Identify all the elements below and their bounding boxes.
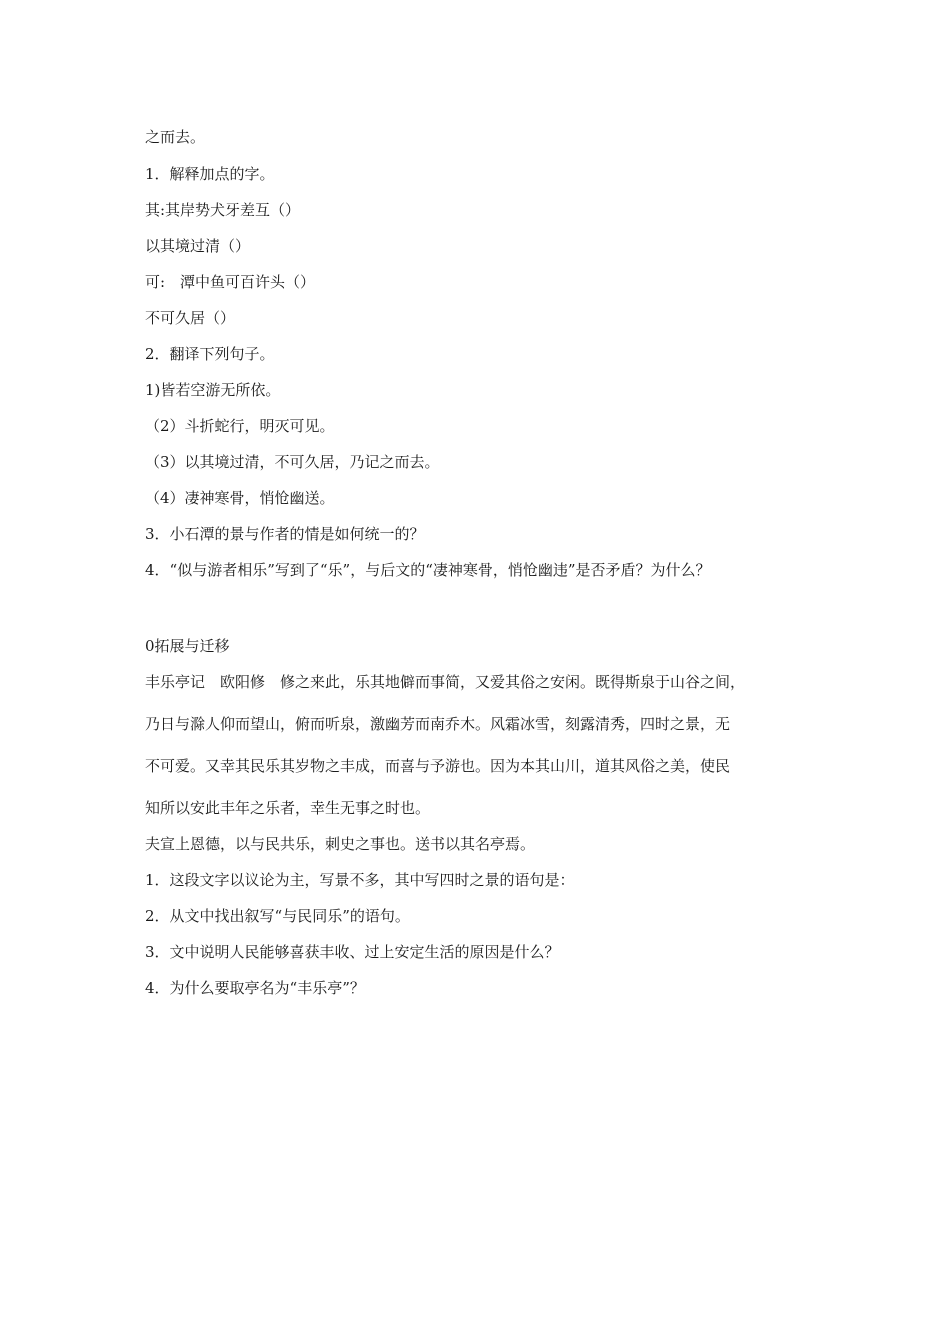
passage-question-3: 3．文中说明人民能够喜获丰收、过上安定生活的原因是什么？ (145, 943, 560, 961)
passage-line-5: 夫宣上恩德，以与民共乐，刺史之事也。送书以其名亭焉。 (145, 835, 536, 853)
question-2-sentence-1: 1)皆若空游无所依。 (145, 381, 281, 399)
question-4: 4．“似与游者相乐”写到了“乐”，与后文的“凄神寒骨，悄怆幽违”是否矛盾？为什么？ (145, 561, 711, 579)
text-continuation: 之而去。 (145, 128, 206, 146)
passage-question-2: 2．从文中找出叙写“与民同乐”的语句。 (145, 907, 410, 925)
passage-question-1: 1．这段文字以议论为主，写景不多，其中写四时之景的语句是： (145, 871, 575, 889)
question-1-item-a: 其:其岸势犬牙差互（） (145, 201, 301, 219)
passage-line-4: 知所以安此丰年之乐者，幸生无事之时也。 (145, 799, 431, 817)
question-2-sentence-2: （2）斗折蛇行，明灭可见。 (145, 417, 335, 435)
passage-line-3: 不可爱。又幸其民乐其岁物之丰成，而喜与予游也。因为本其山川，道其风俗之美，使民 (145, 757, 731, 775)
question-1-title: 1．解释加点的字。 (145, 165, 275, 183)
passage-line-2: 乃日与滁人仰而望山，俯而听泉，激幽芳而南乔木。风霜冰雪，刻露清秀，四时之景，无 (145, 715, 731, 733)
question-1-item-d: 不可久居（） (145, 309, 236, 327)
section-heading: 0拓展与迁移 (145, 637, 230, 655)
passage-line-1: 丰乐亭记 欧阳修 修之来此，乐其地僻而事简，又爱其俗之安闲。既得斯泉于山谷之间， (145, 673, 746, 691)
question-1-item-c: 可: 潭中鱼可百许头（） (145, 273, 316, 291)
question-1-item-b: 以其境过清（） (145, 237, 251, 255)
passage-question-4: 4．为什么要取亭名为“丰乐亭”？ (145, 979, 365, 997)
question-2-sentence-3: （3）以其境过清，不可久居，乃记之而去。 (145, 453, 440, 471)
question-3: 3．小石潭的景与作者的情是如何统一的？ (145, 525, 425, 543)
question-2-title: 2．翻译下列句子。 (145, 345, 275, 363)
question-2-sentence-4: （4）凄神寒骨，悄怆幽送。 (145, 489, 335, 507)
